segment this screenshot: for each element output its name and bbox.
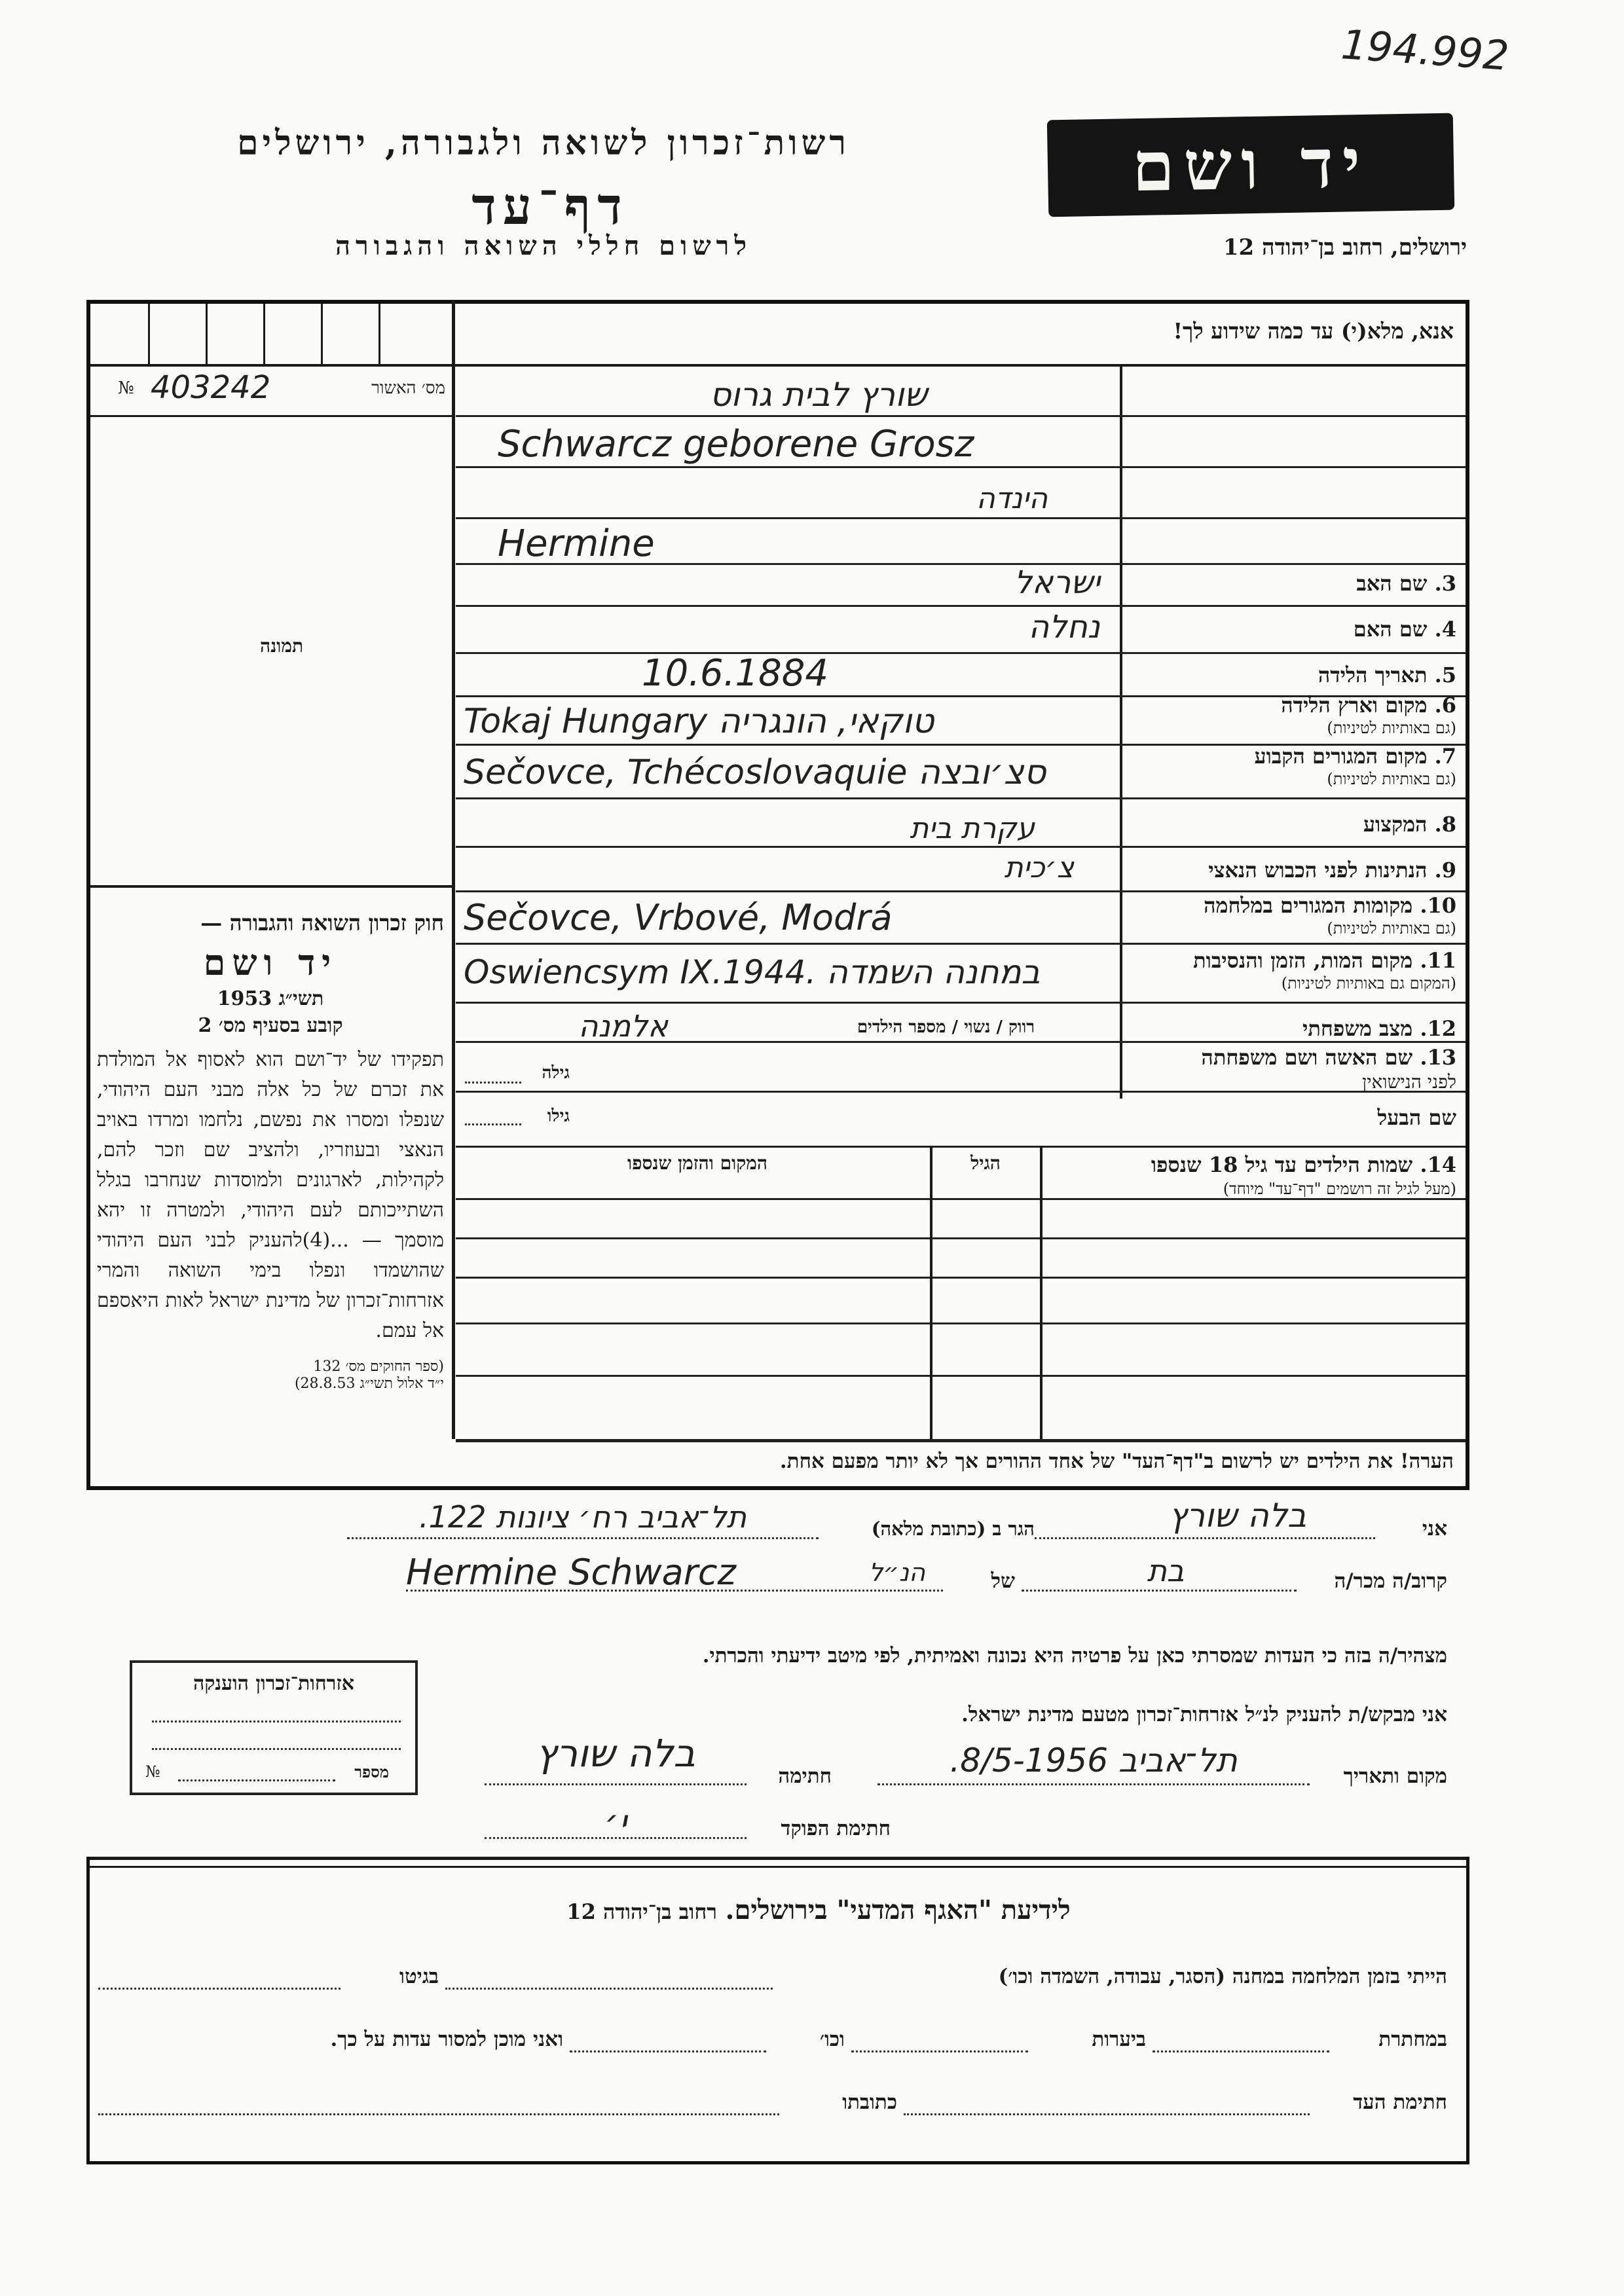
place-date-label: מקום ותאריך: [1343, 1764, 1447, 1788]
field-1-value-hebrew: שורץ לבית גרוס: [709, 376, 928, 414]
law-text: תפקידו של יד־ושם הוא לאסוף אל המולדת את זכרם של כל אלה מבני העם היהודי, שנפלו ומסרו את נפשם, נלחמו ומרדו באויב הנאצי ובעוזריו, ולהציב שם וזכר להם, לקהילות, לארגונים ולמוסדות שנחרבו בגלל השתייכותם לעם היהודי, ולמטרה זו יהא מוסמך — ...(4)להעניק לבני העם היהודי שהושמדו ונפלו בימי השואה והמרי אזרחות־זכרון של מדינת ישראל לאות היאספם אל עמם.: [97, 1048, 445, 1342]
left-column-divider: [452, 300, 455, 1439]
instruction: אנא, מלא(י) עד כמה שידוע לך!: [1173, 318, 1454, 344]
field-1-value-latin: Schwarcz geborene Grosz: [498, 423, 974, 465]
photo-label: תמונה: [259, 635, 304, 657]
field-10-sub: (גם באותיות לטיניות): [1327, 919, 1456, 938]
field-7-value: Sečovce, Tchécoslovaquie סצ׳ובצה: [464, 753, 1046, 792]
citizenship-number-prefix: №: [145, 1762, 160, 1781]
field-8-label: 8. המקצוע: [1363, 812, 1456, 837]
field-6-sub: (גם באותיות לטיניות): [1327, 719, 1456, 737]
field-6-label: 6. מקום וארץ הלידה: [1281, 693, 1456, 718]
field-10-label: 10. מקומות המגורים במלחמה: [1204, 893, 1456, 918]
citizenship-box: [130, 1660, 418, 1795]
yad-vashem-logo: [1047, 113, 1454, 217]
field-2-value-latin: Hermine: [498, 522, 655, 565]
field-14-label: 14. שמות הילדים עד גיל 18 שנספו: [1151, 1152, 1456, 1177]
archive-number: 194.992: [1339, 20, 1511, 80]
approval-cells: [90, 304, 452, 364]
field-9-label: 9. הנתינות לפני הכבוש הנאצי: [1208, 858, 1456, 883]
field-11-value: Oswiencsym IX.1944. במחנה השמדה: [464, 953, 1041, 991]
label-column-divider: [1120, 365, 1122, 1099]
field-10-value: Sečovce, Vrbové, Modrá: [464, 897, 893, 938]
address-value: תל־אביב רח׳ ציונות 122.: [419, 1499, 747, 1535]
footer-ready: ואני מוכן למסור עדות על כך.: [330, 2028, 563, 2051]
field-14-col-age: הגיל: [970, 1152, 1001, 1174]
logo-text: יד ושם: [1131, 122, 1371, 208]
footer-frame: [86, 1857, 1469, 2164]
field-14-col-place: המקום והזמן שנספו: [627, 1152, 767, 1174]
field-13-age-label: גילה: [542, 1063, 570, 1083]
relation-value: בת: [1147, 1553, 1185, 1588]
field-6-value: Tokaj Hungary טוקאי, הונגריה: [464, 702, 934, 741]
approval-label: מס׳ האשור: [371, 378, 445, 398]
footer-forests: ביערות: [1092, 2028, 1146, 2051]
footer-underground: במחתרת: [1378, 2028, 1447, 2051]
request-text: אני מבקש/ת להעניק לנ״ל אזרחות־זכרון מטעם מדינת ישראל.: [961, 1703, 1447, 1726]
footer-address-label: כתובתו: [842, 2090, 897, 2114]
clerk-label: חתימת הפוקד: [781, 1817, 891, 1840]
form-subtitle: לרשום חללי השואה והגבורה: [335, 230, 752, 261]
field-7-label: 7. מקום המגורים הקבוע: [1254, 744, 1456, 769]
signature-value: בלה שורץ: [536, 1731, 695, 1776]
relative-label: קרוב/ה מכר/ה: [1334, 1569, 1447, 1593]
law-ref-1: (ספר החוקים מס׳ 132: [313, 1358, 444, 1375]
approval-no-prefix: №: [118, 378, 134, 398]
field-12-label: 12. מצב משפחתי: [1302, 1016, 1456, 1041]
footer-witness-signature: חתימת העד: [1353, 2090, 1447, 2114]
field-5-label: 5. תאריך הלידה: [1318, 663, 1456, 687]
field-14-sub: (מעל לגיל זה רושמים "דף־עד" מיוחד): [1223, 1180, 1456, 1198]
footer-title: לידיעת "האגף המדעי" בירושלים.: [725, 1895, 1071, 1925]
approval-number-row: [98, 369, 445, 412]
field-12-value: אלמנה: [578, 1008, 668, 1044]
field-7-sub: (גם באותיות לטיניות): [1327, 770, 1456, 788]
field-4-value: נחלה: [1028, 609, 1100, 646]
field-11-sub: (המקום גם באותיות לטיניות): [1281, 974, 1456, 993]
field-11-label: 11. מקום המות, הזמן והנסיבות: [1193, 948, 1456, 973]
declare-text: מצהיר/ה בזה כי העדות שמסרתי כאן על פרטיה היא נכונה ואמיתית, לפי מיטב ידיעתי והכרתי.: [702, 1644, 1447, 1667]
footer-etc: וכו׳: [819, 2028, 845, 2051]
footer-address: רחוב בן־יהודה 12: [566, 1899, 717, 1924]
field-3-value: ישראל: [1014, 564, 1100, 601]
relative-name-value: Hermine Schwarcz: [406, 1552, 736, 1593]
law-name: יד ושם: [203, 941, 338, 983]
field-12-options: רווק / נשוי / מספר הילדים: [857, 1017, 1035, 1037]
citizenship-number-label: מספר: [354, 1762, 389, 1781]
field-13-sub: לפני הנישואין: [1362, 1071, 1456, 1093]
law-block: [97, 910, 444, 1392]
law-title: חוק זכרון השואה והגבורה —: [200, 910, 444, 936]
field-2-value-hebrew: הינדה: [976, 482, 1048, 515]
footer-ghetto: בגיטו: [399, 1965, 439, 1988]
approval-number: 403242: [151, 369, 271, 406]
header-address: ירושלים, רחוב בן־יהודה 12: [1223, 234, 1467, 261]
ani-label: אני: [1422, 1517, 1447, 1540]
field-5-value: 10.6.1884: [642, 652, 829, 695]
husband-age-label: גילו: [547, 1106, 570, 1126]
note: הערה! את הילדים יש לרשום ב"דף־העד" של אחד ההורים אך לא יותר מפעם אחת.: [779, 1449, 1454, 1473]
place-date-value: תל־אביב 8/5-1956.: [950, 1741, 1238, 1779]
form-title: דף־עד: [471, 177, 629, 236]
of-label: של: [991, 1569, 1015, 1593]
authority-title: רשות־זכרון לשואה ולגבורה, ירושלים: [237, 123, 850, 163]
law-clause: קובע בסעיף מס׳ 2: [198, 1014, 343, 1037]
citizenship-title: אזרחות־זכרון הוענקה: [193, 1672, 355, 1695]
clerk-signature: י׳: [604, 1802, 627, 1843]
husband-label: שם הבעל: [1377, 1105, 1456, 1130]
signature-label: חתימה: [778, 1764, 832, 1788]
law-ref-2: י״ד אלול תשי״ג 28.8.53): [294, 1376, 444, 1392]
footer-line-1: הייתי בזמן המלחמה במחנה (הסגר, עבודה, השמדה וכו׳): [998, 1965, 1447, 1988]
field-13-label: 13. שם האשה ושם משפחתה: [1201, 1045, 1456, 1070]
field-8-value: עקרת בית: [910, 812, 1035, 845]
law-year: תשי״ג 1953: [217, 987, 324, 1010]
ani-value: בלה שורץ: [1168, 1497, 1307, 1535]
field-4-label: 4. שם האם: [1353, 617, 1456, 642]
resides-label: הגר ב (כתובת מלאה): [871, 1518, 1035, 1540]
of-value: הנ״ל: [868, 1558, 926, 1587]
field-3-label: 3. שם האב: [1356, 571, 1456, 596]
field-9-value: צ׳כית: [1004, 851, 1074, 884]
